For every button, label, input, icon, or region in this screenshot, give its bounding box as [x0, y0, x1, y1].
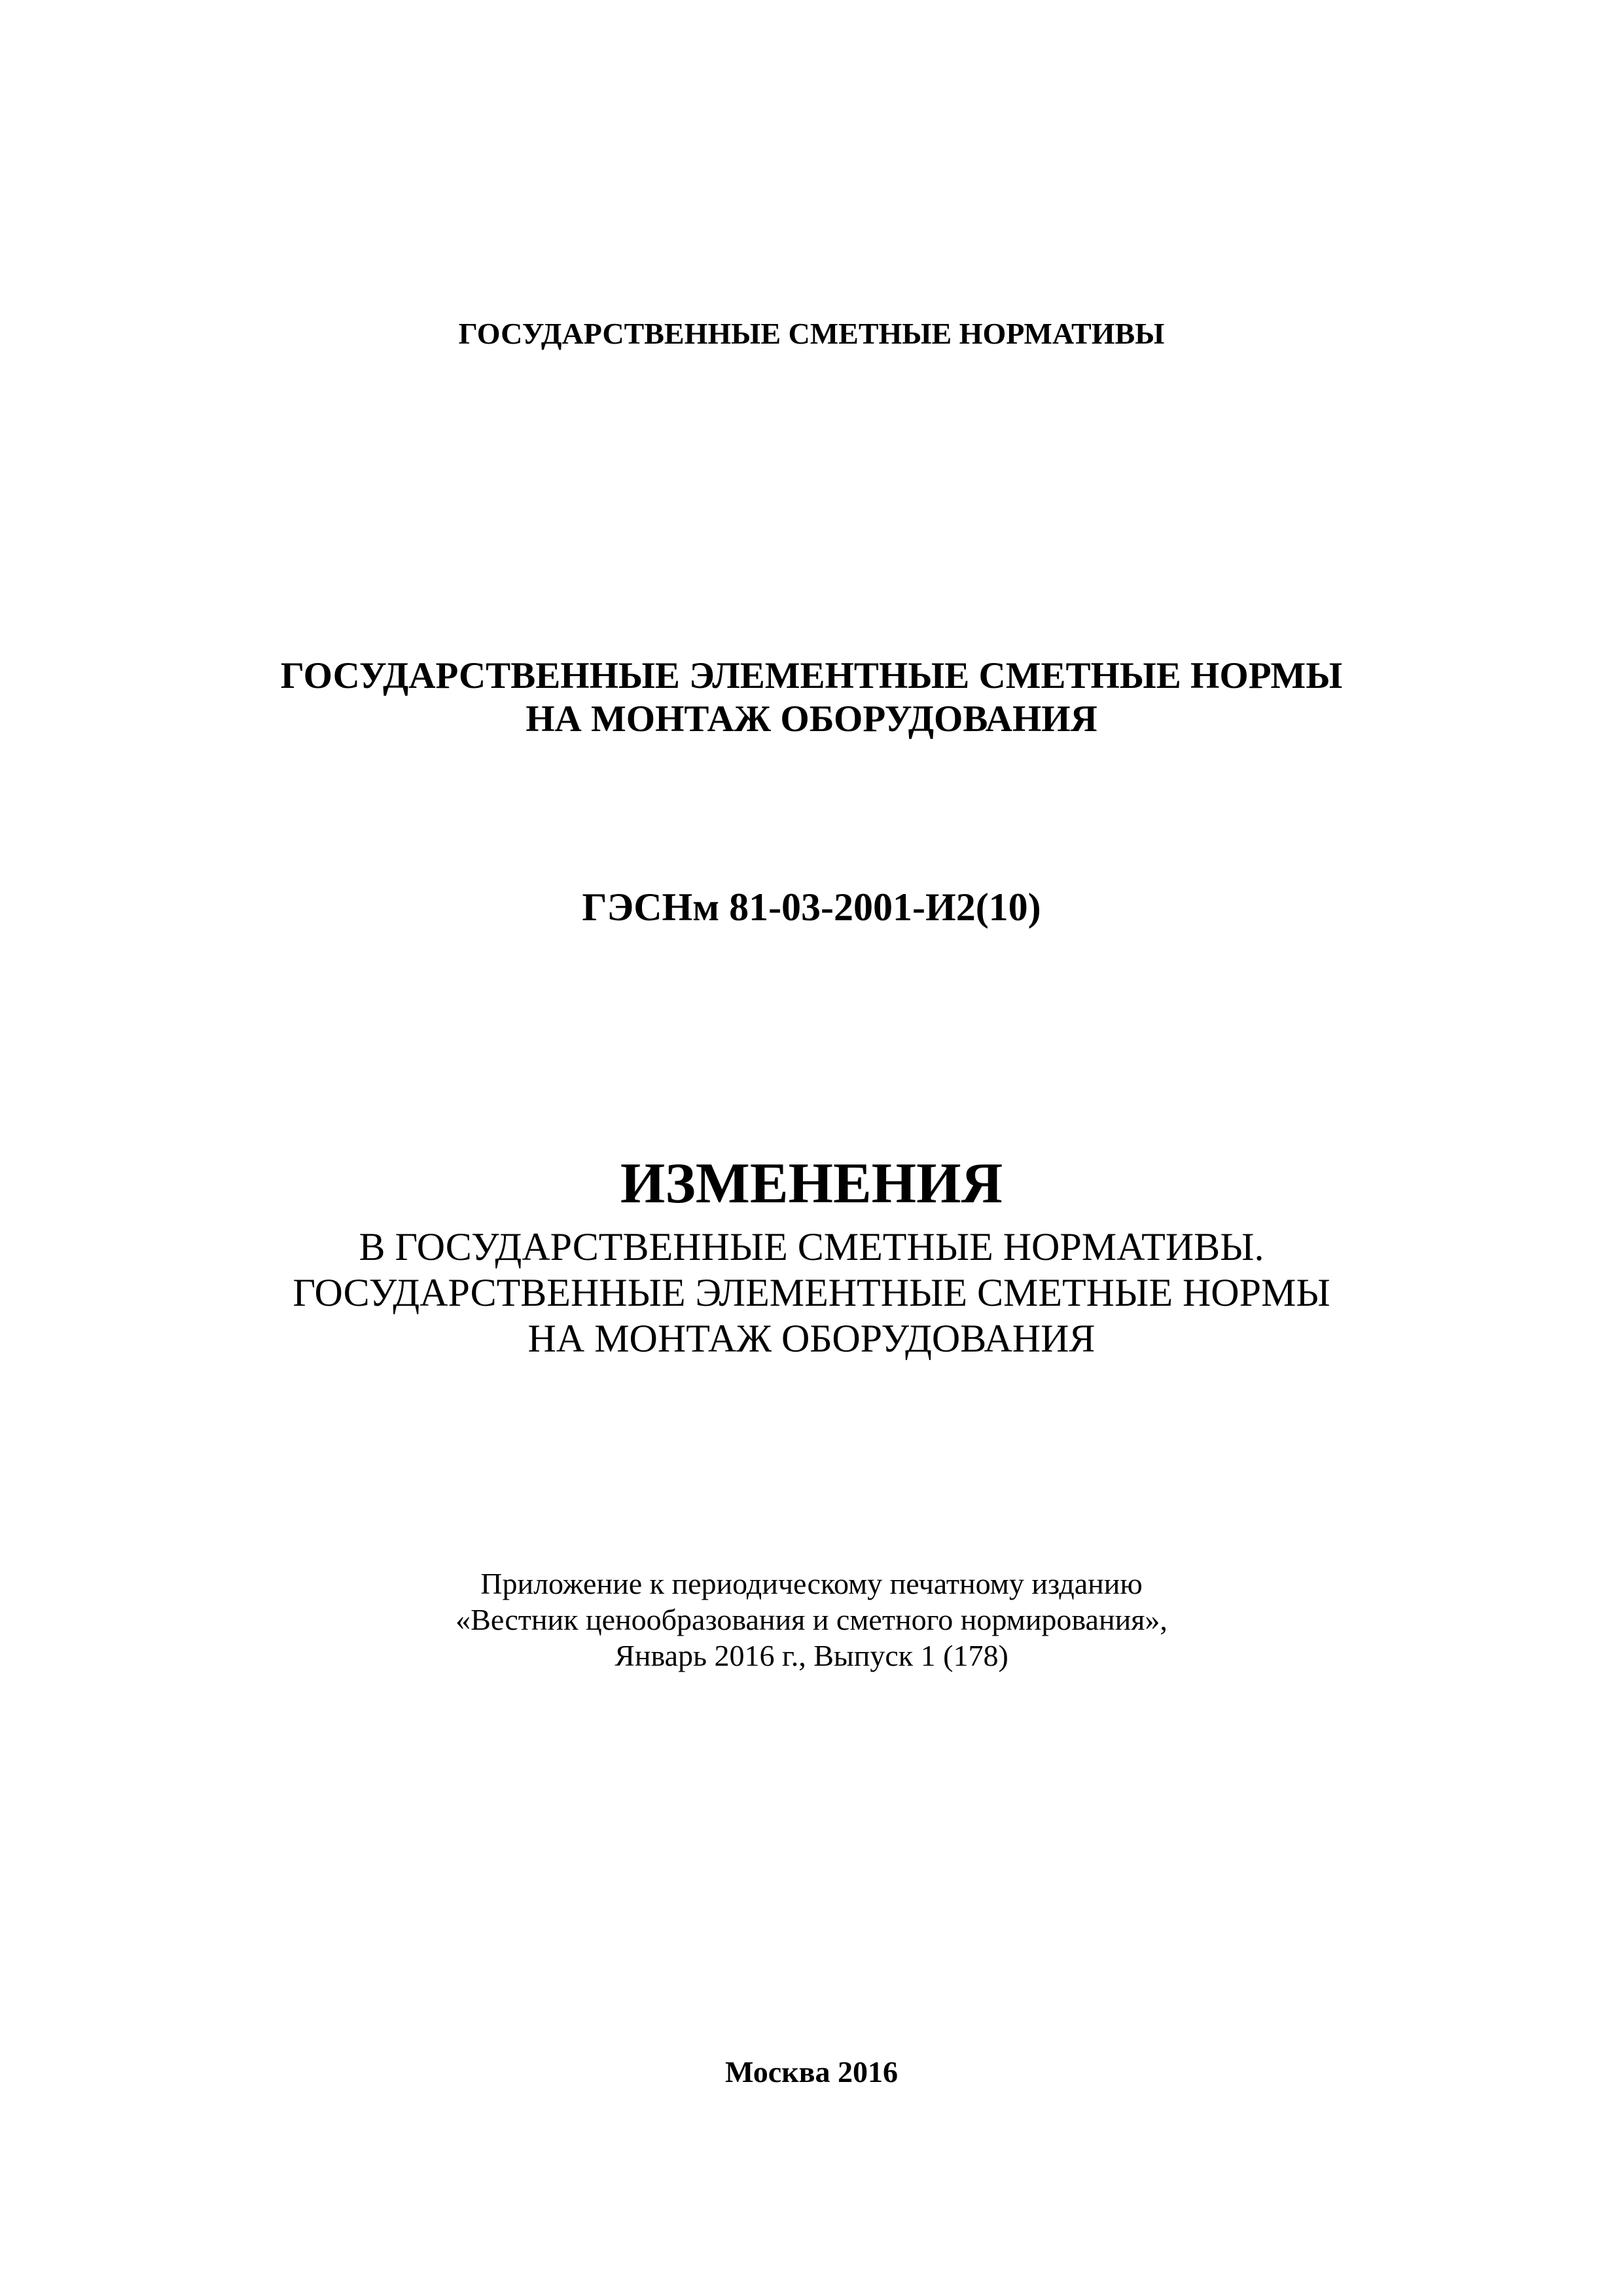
document-code: ГЭСНм 81-03-2001-И2(10) [582, 886, 1041, 929]
changes-subtitle-line-2: ГОСУДАРСТВЕННЫЕ ЭЛЕМЕНТНЫЕ СМЕТНЫЕ НОРМЫ [293, 1271, 1330, 1314]
changes-subtitle-line-3: НА МОНТАЖ ОБОРУДОВАНИЯ [527, 1317, 1096, 1360]
changes-subtitle [0, 1224, 1623, 1361]
appendix-line-3: Январь 2016 г., Выпуск 1 (178) [615, 1639, 1008, 1672]
city-year: Москва 2016 [724, 2055, 899, 2089]
appendix-line-2: «Вестник ценообразования и сметного нормирования», [455, 1603, 1168, 1636]
appendix-line-1: Приложение к периодическому печатному изданию [480, 1567, 1143, 1600]
changes-title: ИЗМЕНЕНИЯ [620, 1152, 1003, 1215]
changes-subtitle-line-1: В ГОСУДАРСТВЕННЫЕ СМЕТНЫЕ НОРМАТИВЫ. [359, 1225, 1264, 1268]
header-title: ГОСУДАРСТВЕННЫЕ СМЕТНЫЕ НОРМАТИВЫ [458, 317, 1165, 350]
norms-title [0, 655, 1623, 741]
norms-title-line-1: ГОСУДАРСТВЕННЫЕ ЭЛЕМЕНТНЫЕ СМЕТНЫЕ НОРМЫ [280, 655, 1343, 696]
norms-title-line-2: НА МОНТАЖ ОБОРУДОВАНИЯ [526, 698, 1097, 740]
appendix-note [0, 1566, 1623, 1674]
